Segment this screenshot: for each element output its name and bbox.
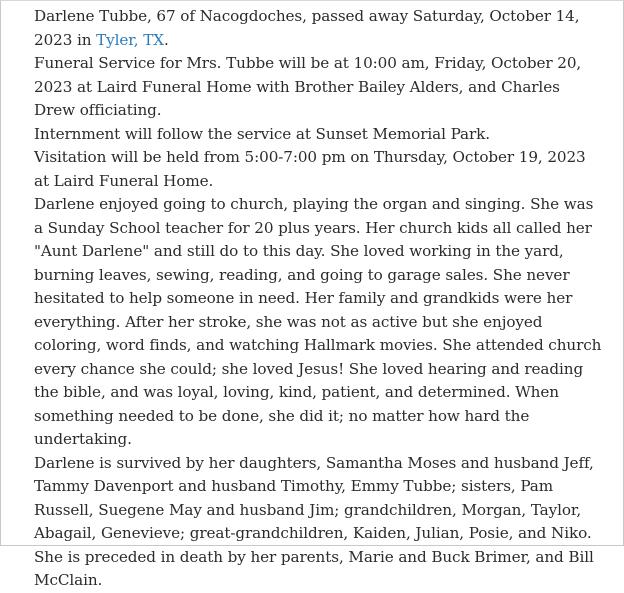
funeral-service-paragraph: Funeral Service for Mrs. Tubbe will be at 10:00 am, Friday, October 20, 2023 at Laird Funeral Home with Brother Bailey Alders, and Charles Drew officiating.	[34, 54, 582, 119]
interment-paragraph: Internment will follow the service at Sunset Memorial Park.	[34, 124, 490, 143]
location-link[interactable]: Tyler, TX	[96, 30, 164, 49]
preceded-in-death-paragraph: She is preceded in death by her parents, Marie and Buck Brimer, and Bill McClain.	[34, 547, 594, 589]
survivors-paragraph: Darlene is survived by her daughters, Samantha Moses and husband Jeff, Tammy Davenport and husband Timothy, Emmy Tubbe; sisters, Pam Russell, Suegene May and husband Jim; grandchildren, Morgan, Taylor, Abagail, Genevieve; great-grandchildren, Kaiden, Julian, Posie, and Niko.	[34, 453, 594, 542]
life-story-paragraph: Darlene enjoyed going to church, playing the organ and singing. She was a Sunday School teacher for 20 plus years. Her church kids all called her "Aunt Darlene" and still do to this day. She loved working in the yard, burning leaves, sewing, reading, and going to garage sales. She never hesitated to help someone in need. Her family and grandkids were her everything. After her stroke, she was not as active but she enjoyed coloring, word finds, and watching Hallmark movies. She attended church every chance she could; she loved Jesus! She loved hearing and reading the bible, and was loyal, loving, kind, patient, and determined. When something needed to be done, she did it; no matter how hard the undertaking.	[34, 195, 602, 448]
intro-paragraph	[34, 5, 604, 52]
visitation-paragraph: Visitation will be held from 5:00-7:00 pm on Thursday, October 19, 2023 at Laird Funeral Home.	[34, 148, 586, 190]
intro-text: Darlene Tubbe, 67 of Nacogdoches, passed away Saturday, October 14, 2023 in	[34, 7, 580, 49]
obituary-article	[34, 5, 604, 593]
intro-period: .	[164, 30, 169, 49]
